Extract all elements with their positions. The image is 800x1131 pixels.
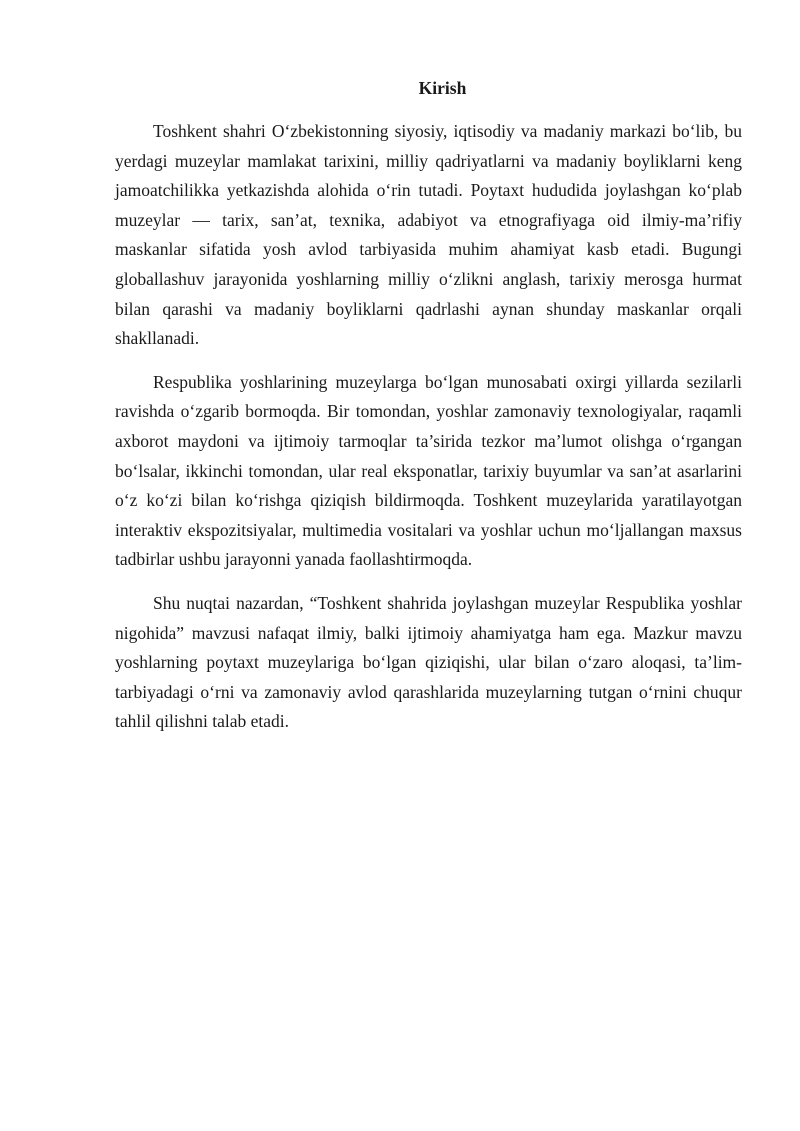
paragraph-3: Shu nuqtai nazardan, “Toshkent shahrida joylashgan muzeylar Respublika yoshlar nigohida” mavzusi nafaqat ilmiy, balki ijtimoiy ahamiyatga ham ega. Mazkur mavzu yoshlarning poytaxt muzeylariga bo‘lgan qiziqishi, ular bilan o‘zaro aloqasi, ta’lim-tarbiyadagi o‘rni va zamonaviy avlod qarashlarida muzeylarning tutgan o‘rnini chuqur tahlil qilishni talab etadi.	[115, 592, 742, 732]
section-title: Kirish	[418, 78, 467, 98]
paragraph-2: Respublika yoshlarining muzeylarga bo‘lgan munosabati oxirgi yillarda sezilarli ravishda o‘zgarib bormoqda. Bir tomondan, yoshlar zamonaviy texnologiyalar, raqamli axborot maydoni va ijtimoiy tarmoqlar ta’sirida tezkor ma’lumot olishga o‘rgangan bo‘lsalar, ikkinchi tomondan, ular real eksponatlar, tarixiy buyumlar va san’at asarlarini o‘z ko‘zi bilan ko‘rishga qiziqish bildirmoqda. Toshkent muzeylarida yaratilayotgan interaktiv ekspozitsiyalar, multimedia vositalari va yoshlar uchun mo‘ljallangan maxsus tadbirlar ushbu jarayonni yanada faollashtirmoqda.	[115, 371, 742, 570]
paragraph-1: Toshkent shahri O‘zbekistonning siyosiy, iqtisodiy va madaniy markazi bo‘lib, bu yerdagi muzeylar mamlakat tarixini, milliy qadriyatlarni va madaniy boyliklarni keng jamoatchilikka yetkazishda alohida o‘rin tutadi. Poytaxt hududida joylashgan ko‘plab muzeylar — tarix, san’at, texnika, adabiyot va etnografiyaga oid ilmiy-ma’rifiy maskanlar sifatida yosh avlod tarbiyasida muhim ahamiyat kasb etadi. Bugungi globallashuv jarayonida yoshlarning milliy o‘zlikni anglash, tarixiy merosga hurmat bilan qarashi va madaniy boyliklarni qadrlashi aynan shunday maskanlar orqali shakllanadi.	[115, 121, 742, 349]
